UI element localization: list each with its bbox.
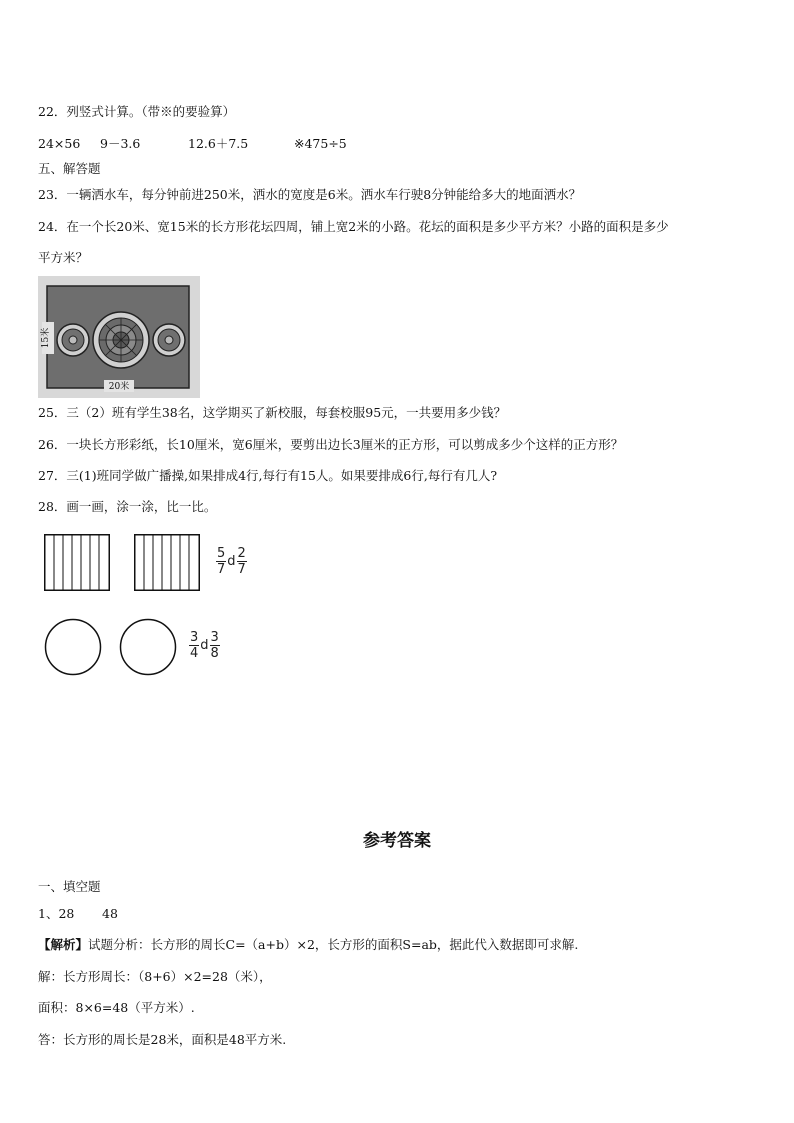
- stripe-rectangle: [134, 534, 200, 591]
- question-27: 27．三(1)班同学做广播操,如果排成4行,每行有15人。如果要排成6行,每行有几人?: [38, 468, 498, 483]
- fraction-comparison-2: [189, 630, 220, 661]
- answer-value: 48: [102, 906, 118, 921]
- analysis-tag: 【解析】: [38, 937, 89, 952]
- width-label: 15米: [41, 327, 51, 349]
- solution-line: 解：长方形周长：（8+6）×2=28（米），: [38, 969, 272, 984]
- question-24-line2: 平方米？: [38, 250, 89, 265]
- calc-item: 9－3.6: [100, 136, 141, 151]
- fraction-comparison-1: [216, 546, 247, 577]
- question-26: 26．一块长方形彩纸，长10厘米，宽6厘米，要剪出边长3厘米的正方形，可以剪成多少个这样的正方形？: [38, 437, 624, 452]
- answers-title: 参考答案: [363, 831, 431, 851]
- area-line: 面积：8×6=48（平方米）.: [38, 1000, 195, 1015]
- fraction-numerator: 3: [190, 630, 199, 645]
- fraction-numerator: 5: [217, 546, 226, 561]
- question-24-line1: 24．在一个长20米、宽15米的长方形花坛四周，铺上宽2米的小路。花坛的面积是多少平方米？小路的面积是多少: [38, 219, 669, 234]
- calc-item: 24×56: [38, 136, 81, 151]
- conclusion-line: 答：长方形的周长是28米，面积是48平方米.: [38, 1032, 287, 1047]
- question-23: 23．一辆洒水车，每分钟前进250米，洒水的宽度是6米。洒水车行驶8分钟能给多大的地面洒水？: [38, 187, 582, 202]
- fraction-denominator: 4: [190, 646, 199, 661]
- section-5-heading: 五、解答题: [38, 161, 101, 176]
- circle-shape: [119, 618, 177, 676]
- answers-section-1: 一、填空题: [38, 879, 101, 894]
- calc-item: 12.6＋7.5: [188, 136, 249, 151]
- comparison-blank: d: [200, 638, 209, 653]
- answer-number: 1、28: [38, 906, 75, 921]
- circle-shape: [44, 618, 102, 676]
- analysis-text: 试题分析：长方形的周长C=（a+b）×2，长方形的面积S=ab，据此代入数据即可求解.: [88, 937, 579, 952]
- fraction-denominator: 7: [237, 562, 246, 577]
- length-label: 20米: [108, 382, 130, 392]
- calc-item: ※475÷5: [294, 136, 347, 151]
- comparison-blank: d: [227, 554, 236, 569]
- question-28-title: 28．画一画，涂一涂，比一比。: [38, 499, 217, 514]
- analysis-line: [38, 937, 578, 953]
- question-25: 25．三（2）班有学生38名，这学期买了新校服，每套校服95元，一共要用多少钱？: [38, 405, 507, 420]
- fraction-numerator: 2: [237, 546, 246, 561]
- flowerbed-figure: [38, 276, 200, 398]
- fraction-denominator: 7: [217, 562, 226, 577]
- question-22-title: 22．列竖式计算。（带※的要验算）: [38, 104, 236, 119]
- question-22-calculations: [38, 136, 438, 152]
- fraction-denominator: 8: [210, 646, 219, 661]
- stripe-rectangle: [44, 534, 110, 591]
- fraction-numerator: 3: [210, 630, 219, 645]
- answer-item-1: [38, 906, 238, 922]
